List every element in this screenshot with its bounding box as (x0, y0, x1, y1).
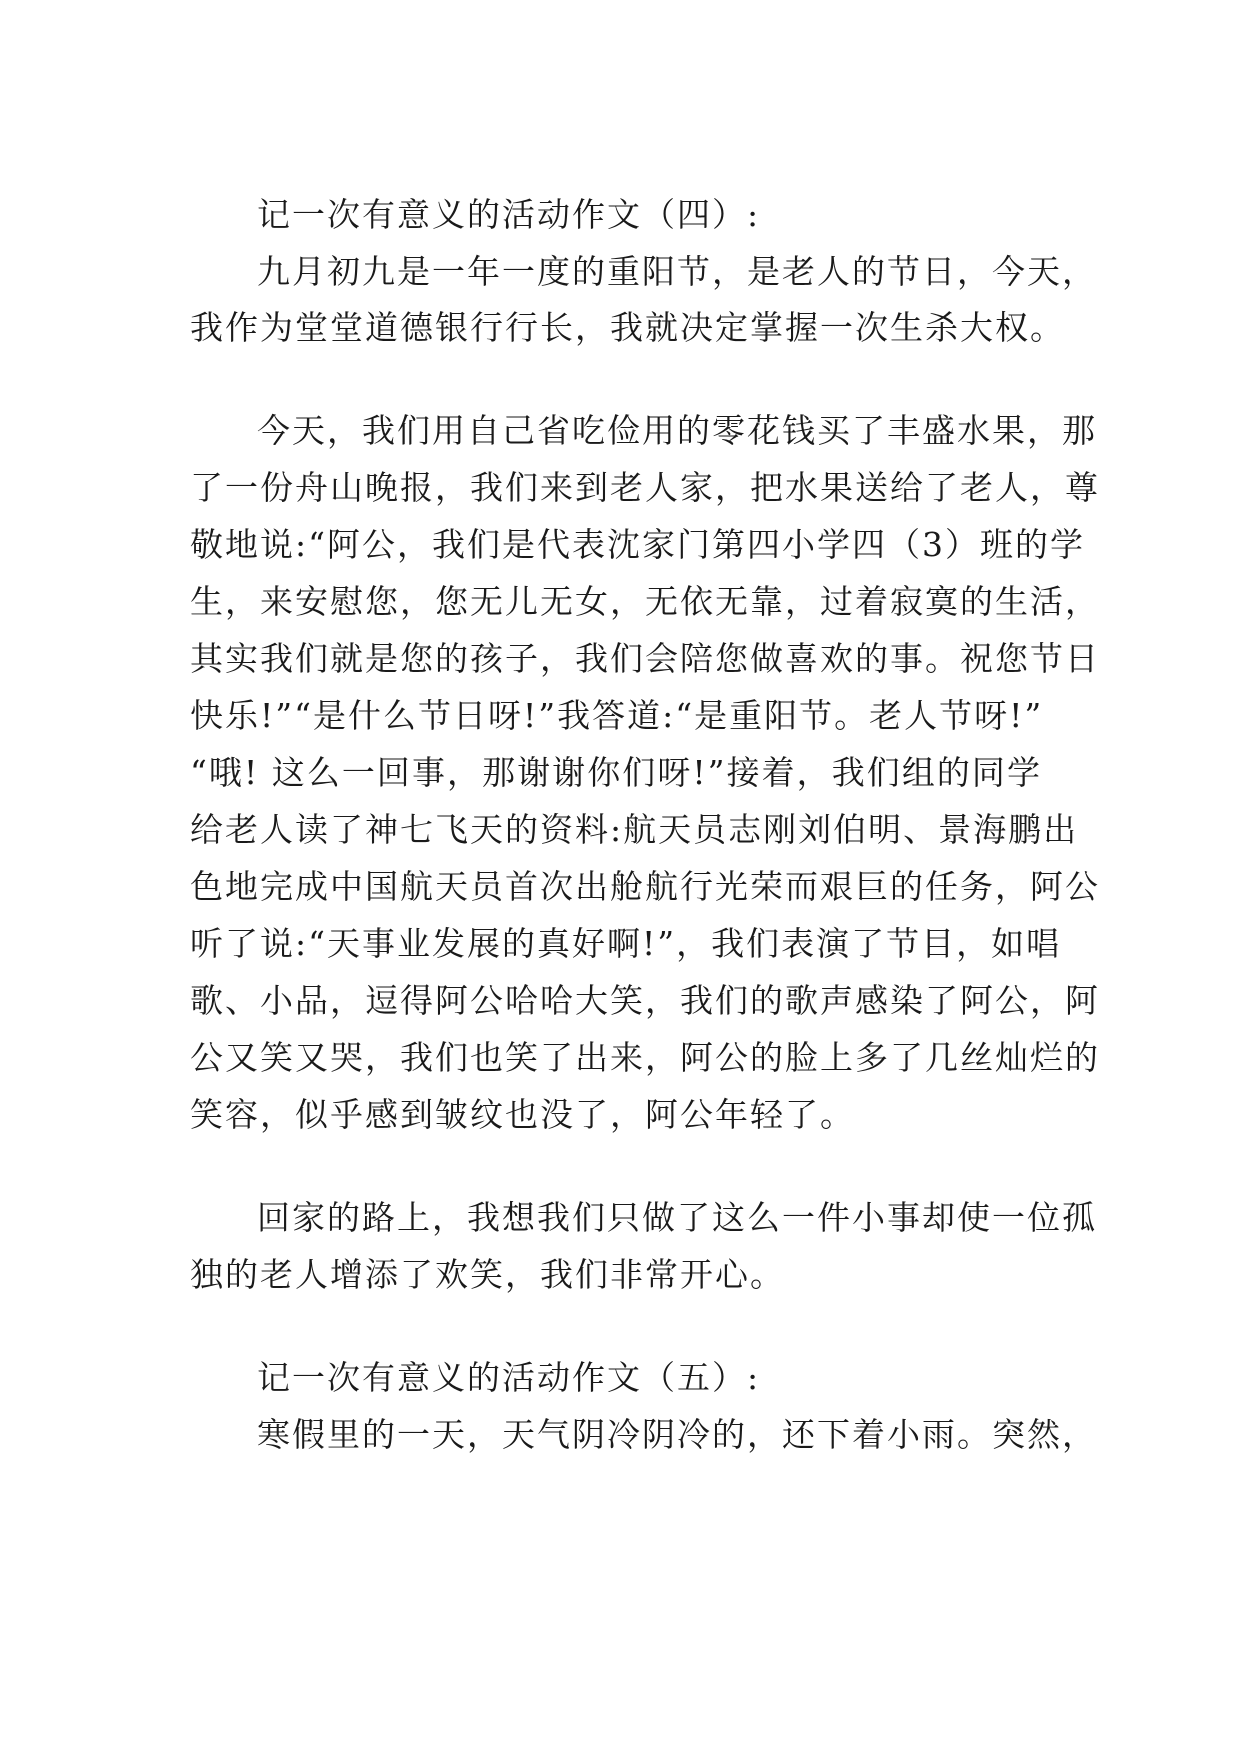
paragraph-line: 色地完成中国航天员首次出舱航行光荣而艰巨的任务，阿公 (190, 867, 1100, 906)
paragraph-line: 了一份舟山晚报，我们来到老人家，把水果送给了老人，尊 (190, 468, 1100, 507)
paragraph-line: 听了说:“天事业发展的真好啊!”，我们表演了节目，如唱 (190, 924, 1062, 963)
paragraph-line: 九月初九是一年一度的重阳节，是老人的节日，今天， (257, 252, 1097, 291)
paragraph-line: 独的老人增添了欢笑，我们非常开心。 (190, 1255, 785, 1294)
paragraph-line: 生，来安慰您，您无儿无女，无依无靠，过着寂寞的生活， (190, 582, 1100, 621)
paragraph-line: 回家的路上，我想我们只做了这么一件小事却使一位孤 (257, 1198, 1097, 1237)
essay-heading-5: 记一次有意义的活动作文（五）: (257, 1358, 761, 1397)
paragraph-line: 其实我们就是您的孩子，我们会陪您做喜欢的事。祝您节日 (190, 639, 1100, 678)
paragraph-line: 快乐!”“是什么节日呀!”我答道:“是重阳节。老人节呀!” (190, 696, 1044, 735)
paragraph-line: 我作为堂堂道德银行行长，我就决定掌握一次生杀大权。 (190, 308, 1065, 347)
paragraph-line: 公又笑又哭，我们也笑了出来，阿公的脸上多了几丝灿烂的 (190, 1038, 1100, 1077)
paragraph-line: 寒假里的一天，天气阴冷阴冷的，还下着小雨。突然， (257, 1415, 1097, 1454)
paragraph-line: 今天，我们用自己省吃俭用的零花钱买了丰盛水果，那 (257, 411, 1097, 450)
paragraph-line: 笑容，似乎感到皱纹也没了，阿公年轻了。 (190, 1095, 855, 1134)
essay-heading-4: 记一次有意义的活动作文（四）: (257, 195, 761, 234)
paragraph-line: “哦! 这么一回事，那谢谢你们呀!”接着，我们组的同学 (190, 753, 1042, 792)
paragraph-line: 给老人读了神七飞天的资料:航天员志刚刘伯明、景海鹏出 (190, 810, 1079, 849)
paragraph-line: 歌、小品，逗得阿公哈哈大笑，我们的歌声感染了阿公，阿 (190, 981, 1100, 1020)
paragraph-line: 敬地说:“阿公，我们是代表沈家门第四小学四（3）班的学 (190, 525, 1085, 564)
